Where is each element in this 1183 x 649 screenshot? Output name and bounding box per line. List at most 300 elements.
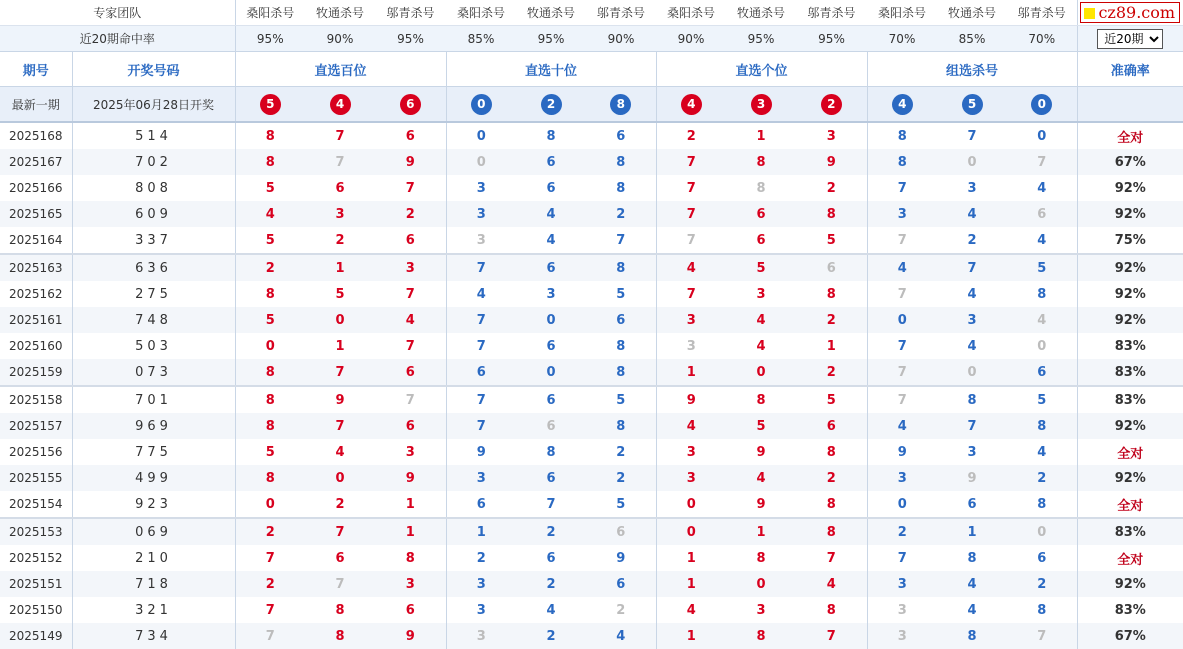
kill-number: 0 [446, 149, 516, 175]
issue-number: 2025149 [0, 623, 72, 649]
kill-number: 8 [967, 550, 977, 566]
kill-ball: 4 [681, 94, 702, 115]
kill-number: 9 [616, 550, 626, 566]
kill-number: 5 [335, 286, 345, 302]
kill-number: 8 [826, 444, 836, 460]
hit-rate: 85% [446, 26, 516, 52]
history-row [0, 518, 1183, 545]
kill-ball: 4 [892, 94, 913, 115]
kill-number: 3 [826, 128, 836, 144]
kill-ball: 5 [962, 94, 983, 115]
kill-number: 6 [375, 359, 446, 386]
kill-number: 7 [446, 413, 516, 439]
kill-number: 3 [867, 465, 937, 491]
kill-number: 2 [1007, 465, 1077, 491]
issue-number: 2025159 [0, 359, 72, 386]
kill-number: 3 [446, 597, 516, 623]
history-rows [0, 122, 1183, 649]
kill-number: 3 [937, 307, 1007, 333]
kill-number: 8 [826, 602, 836, 618]
kill-number: 6 [405, 232, 415, 248]
kill-number: 2 [586, 465, 656, 491]
kill-number: 6 [405, 128, 415, 144]
kill-number: 2 [867, 518, 937, 545]
hit-rate: 95% [235, 26, 305, 52]
kill-number: 7 [446, 333, 516, 359]
accuracy-value: 全对 [1077, 491, 1183, 518]
kill-number: 5 [1007, 386, 1077, 413]
kill-number: 6 [586, 571, 656, 597]
kill-number: 6 [516, 413, 586, 439]
kill-number: 3 [446, 201, 516, 227]
kill-number: 4 [1037, 444, 1047, 460]
hit-rate: 95% [796, 26, 867, 52]
accuracy-value: 83% [1077, 518, 1183, 545]
draw-number: 499 [72, 465, 235, 491]
issue-number: 2025153 [0, 518, 72, 545]
kill-number: 2 [375, 201, 446, 227]
accuracy-value: 67% [1077, 623, 1183, 649]
accuracy-value: 92% [1077, 254, 1183, 281]
kill-number: 4 [967, 286, 977, 302]
accuracy-value: 75% [1077, 227, 1183, 254]
hit-rate: 95% [726, 26, 796, 52]
kill-number: 8 [937, 623, 1007, 649]
group-header-tens: 直选十位 [446, 52, 656, 87]
history-row [0, 491, 1183, 518]
kill-number: 3 [375, 254, 446, 281]
history-row [0, 175, 1183, 201]
expert-name: 牧通杀号 [937, 0, 1007, 26]
kill-number: 5 [826, 232, 836, 248]
kill-number: 3 [656, 439, 726, 465]
logo-text: cz89.com [1098, 3, 1176, 22]
kill-number: 9 [446, 439, 516, 465]
kill-number: 4 [1007, 307, 1077, 333]
expert-name: 邬青杀号 [586, 0, 656, 26]
kill-number: 2 [796, 307, 867, 333]
kill-number: 4 [546, 602, 556, 618]
issue-number: 2025160 [9, 339, 63, 353]
kill-number: 7 [405, 286, 415, 302]
draw-number: 503 [72, 333, 235, 359]
kill-number: 0 [516, 307, 586, 333]
accuracy-value: 全对 [1077, 545, 1183, 571]
group-header-units: 直选个位 [656, 52, 867, 87]
history-row [0, 545, 1183, 571]
kill-number: 3 [656, 307, 726, 333]
period-select[interactable] [1097, 29, 1163, 49]
kill-number: 2 [616, 444, 626, 460]
kill-number: 3 [867, 623, 937, 649]
kill-number: 2 [826, 180, 836, 196]
kill-number: 2 [235, 254, 305, 281]
kill-number: 8 [796, 201, 867, 227]
expert-name: 牧通杀号 [305, 0, 375, 26]
kill-number: 6 [446, 359, 516, 386]
kill-number: 8 [726, 149, 796, 175]
draw-number: 718 [72, 571, 235, 597]
kill-number: 7 [967, 128, 977, 144]
accuracy-value: 83% [1077, 359, 1183, 386]
kill-number: 7 [656, 281, 726, 307]
hit-rate: 95% [375, 26, 446, 52]
accuracy-value: 全对 [1077, 439, 1183, 465]
kill-number: 0 [867, 491, 937, 518]
history-row [0, 254, 1183, 281]
draw-number: 702 [72, 149, 235, 175]
kill-number: 0 [305, 307, 375, 333]
accuracy-value: 92% [1077, 201, 1183, 227]
hit-rate: 90% [656, 26, 726, 52]
kill-number: 7 [937, 254, 1007, 281]
kill-number: 8 [586, 149, 656, 175]
accuracy-value: 92% [1077, 413, 1183, 439]
expert-name: 牧通杀号 [726, 0, 796, 26]
hit-rate: 90% [305, 26, 375, 52]
kill-number: 5 [726, 413, 796, 439]
history-row [0, 597, 1183, 623]
kill-number: 8 [726, 623, 796, 649]
kill-number: 8 [235, 465, 305, 491]
kill-number: 7 [375, 386, 446, 413]
group-header-hundreds: 直选百位 [235, 52, 446, 87]
kill-number: 6 [756, 232, 766, 248]
kill-ball: 2 [541, 94, 562, 115]
issue-number: 2025155 [0, 465, 72, 491]
draw-number: 748 [72, 307, 235, 333]
kill-number: 0 [235, 491, 305, 518]
expert-name: 邬青杀号 [796, 0, 867, 26]
kill-ball: 0 [1031, 94, 1052, 115]
kill-number: 6 [335, 550, 345, 566]
kill-number: 3 [867, 571, 937, 597]
kill-number: 0 [1007, 518, 1077, 545]
kill-number: 6 [796, 254, 867, 281]
kill-number: 2 [235, 518, 305, 545]
kill-number: 1 [375, 518, 446, 545]
kill-number: 8 [1007, 413, 1077, 439]
kill-number: 0 [305, 465, 375, 491]
kill-number: 7 [335, 128, 345, 144]
kill-number: 8 [826, 496, 836, 512]
kill-number: 9 [796, 149, 867, 175]
kill-number: 6 [586, 518, 656, 545]
history-row [0, 307, 1183, 333]
kill-number: 4 [967, 602, 977, 618]
issue-number: 2025151 [0, 571, 72, 597]
kill-number: 2 [235, 571, 305, 597]
kill-number: 0 [516, 359, 586, 386]
kill-number: 4 [967, 338, 977, 354]
history-row [0, 201, 1183, 227]
kill-number: 5 [235, 175, 305, 201]
kill-number: 7 [867, 386, 937, 413]
kill-number: 0 [867, 307, 937, 333]
issue-number: 2025163 [0, 254, 72, 281]
kill-number: 7 [826, 550, 836, 566]
kill-number: 1 [726, 518, 796, 545]
kill-number: 4 [235, 201, 305, 227]
history-row [0, 623, 1183, 649]
kill-number: 1 [446, 518, 516, 545]
kill-number: 4 [546, 232, 556, 248]
kill-number: 2 [796, 359, 867, 386]
issue-number: 2025168 [9, 129, 63, 143]
draw-number: 734 [72, 623, 235, 649]
kill-number: 3 [546, 286, 556, 302]
kill-number: 8 [405, 550, 415, 566]
kill-number: 4 [1037, 232, 1047, 248]
col-draw-header: 开奖号码 [72, 52, 235, 87]
kill-number: 9 [937, 465, 1007, 491]
kill-ball: 0 [471, 94, 492, 115]
kill-number: 6 [726, 201, 796, 227]
kill-number: 2 [967, 232, 977, 248]
issue-number: 2025158 [0, 386, 72, 413]
kill-ball: 8 [610, 94, 631, 115]
kill-number: 3 [446, 465, 516, 491]
kill-number: 2 [516, 623, 586, 649]
kill-number: 7 [446, 254, 516, 281]
kill-number: 6 [616, 128, 626, 144]
kill-number: 8 [756, 550, 766, 566]
kill-number: 3 [867, 597, 937, 623]
kill-number: 8 [235, 386, 305, 413]
kill-number: 6 [516, 465, 586, 491]
kill-number: 4 [937, 571, 1007, 597]
kill-number: 7 [656, 201, 726, 227]
kill-number: 8 [235, 149, 305, 175]
history-row [0, 386, 1183, 413]
site-logo[interactable] [1080, 2, 1180, 23]
period-select-cell [1077, 26, 1183, 52]
kill-number: 4 [796, 571, 867, 597]
latest-issue-row [0, 87, 1183, 123]
kill-number: 7 [656, 175, 726, 201]
kill-number: 7 [867, 333, 937, 359]
history-row [0, 333, 1183, 359]
accuracy-value: 全对 [1077, 122, 1183, 149]
accuracy-value: 67% [1077, 149, 1183, 175]
accuracy-value: 83% [1077, 386, 1183, 413]
kill-number: 4 [656, 413, 726, 439]
kill-number: 2 [616, 602, 626, 618]
kill-number: 8 [235, 413, 305, 439]
kill-number: 9 [756, 444, 766, 460]
kill-number: 8 [235, 281, 305, 307]
col-issue-header: 期号 [0, 52, 72, 87]
kill-number: 5 [616, 286, 626, 302]
kill-number: 6 [446, 491, 516, 518]
kill-number: 8 [586, 413, 656, 439]
draw-number: 969 [72, 413, 235, 439]
kill-number: 8 [335, 602, 345, 618]
kill-number: 6 [546, 180, 556, 196]
group-header-combo: 组选杀号 [867, 52, 1077, 87]
issue-number: 2025156 [9, 445, 63, 459]
hit-rate-row [0, 26, 1183, 52]
draw-number: 514 [72, 122, 235, 149]
kill-ball: 4 [330, 94, 351, 115]
kill-number: 3 [446, 175, 516, 201]
kill-number: 5 [235, 307, 305, 333]
hit-rate: 85% [937, 26, 1007, 52]
kill-number: 8 [726, 386, 796, 413]
accuracy-value: 92% [1077, 571, 1183, 597]
kill-number: 0 [1037, 338, 1047, 354]
kill-number: 8 [1037, 286, 1047, 302]
hit-rate: 70% [1007, 26, 1077, 52]
history-row [0, 413, 1183, 439]
kill-number: 7 [305, 359, 375, 386]
kill-number: 8 [937, 386, 1007, 413]
draw-number: 210 [72, 545, 235, 571]
accuracy-value: 92% [1077, 465, 1183, 491]
issue-number: 2025162 [9, 287, 63, 301]
kill-number: 8 [586, 254, 656, 281]
kill-number: 7 [1007, 623, 1077, 649]
kill-number: 1 [937, 518, 1007, 545]
latest-label: 最新一期 [0, 87, 72, 123]
kill-number: 1 [656, 623, 726, 649]
kill-number: 5 [726, 254, 796, 281]
kill-number: 5 [616, 496, 626, 512]
kill-number: 9 [867, 439, 937, 465]
logo-square-icon [1084, 8, 1095, 19]
kill-number: 8 [305, 623, 375, 649]
kill-number: 1 [826, 338, 836, 354]
kill-number: 8 [235, 122, 305, 149]
kill-ball: 2 [821, 94, 842, 115]
kill-number: 3 [375, 571, 446, 597]
hit-rate: 90% [586, 26, 656, 52]
kill-number: 0 [937, 359, 1007, 386]
kill-number: 2 [1007, 571, 1077, 597]
history-row [0, 359, 1183, 386]
issue-number: 2025167 [0, 149, 72, 175]
kill-number: 6 [516, 149, 586, 175]
hit-rate: 95% [516, 26, 586, 52]
kill-number: 4 [937, 201, 1007, 227]
kill-number: 6 [1007, 359, 1077, 386]
kill-number: 6 [516, 254, 586, 281]
kill-number: 9 [375, 465, 446, 491]
kill-ball: 3 [751, 94, 772, 115]
kill-number: 6 [375, 413, 446, 439]
kill-number: 6 [546, 338, 556, 354]
kill-number: 1 [656, 545, 726, 571]
issue-number: 2025157 [0, 413, 72, 439]
kill-number: 8 [1037, 496, 1047, 512]
kill-number: 8 [1037, 602, 1047, 618]
expert-name: 牧通杀号 [516, 0, 586, 26]
kill-number: 0 [446, 122, 516, 149]
history-row [0, 465, 1183, 491]
kill-number: 0 [235, 333, 305, 359]
kill-number: 1 [756, 128, 766, 144]
issue-number: 2025166 [9, 181, 63, 195]
kill-number: 4 [656, 254, 726, 281]
expert-team-label: 专家团队 [0, 0, 235, 26]
draw-number: 337 [72, 227, 235, 254]
kill-number: 8 [826, 286, 836, 302]
kill-number: 6 [1037, 550, 1047, 566]
kill-number: 7 [235, 623, 305, 649]
kill-number: 0 [1037, 128, 1047, 144]
kill-number: 3 [756, 602, 766, 618]
kill-number: 4 [516, 201, 586, 227]
kill-number: 4 [726, 465, 796, 491]
kill-number: 7 [546, 496, 556, 512]
kill-number: 4 [586, 623, 656, 649]
kill-number: 2 [796, 465, 867, 491]
kill-number: 4 [375, 307, 446, 333]
expert-name: 桑阳杀号 [867, 0, 937, 26]
kill-number: 5 [235, 227, 305, 254]
kill-number: 7 [405, 180, 415, 196]
draw-number: 073 [72, 359, 235, 386]
kill-number: 4 [867, 413, 937, 439]
kill-number: 3 [867, 201, 937, 227]
kill-number: 8 [235, 359, 305, 386]
kill-number: 5 [586, 386, 656, 413]
hit-rate-label: 近20期命中率 [0, 26, 235, 52]
kill-number: 7 [305, 518, 375, 545]
kill-number: 6 [335, 180, 345, 196]
kill-number: 4 [756, 338, 766, 354]
kill-number: 4 [446, 281, 516, 307]
kill-number: 7 [867, 227, 937, 254]
kill-number: 7 [937, 413, 1007, 439]
kill-number: 9 [756, 496, 766, 512]
kill-number: 7 [446, 307, 516, 333]
expert-name: 桑阳杀号 [446, 0, 516, 26]
history-row [0, 439, 1183, 465]
draw-number: 775 [72, 439, 235, 465]
kill-number: 5 [1007, 254, 1077, 281]
column-header-row [0, 52, 1183, 87]
kill-number: 1 [405, 496, 415, 512]
kill-number: 4 [867, 254, 937, 281]
kill-number: 1 [335, 338, 345, 354]
kill-number: 3 [305, 201, 375, 227]
kill-number: 4 [656, 597, 726, 623]
kill-number: 8 [616, 338, 626, 354]
expert-header-row [0, 0, 1183, 26]
issue-number: 2025165 [0, 201, 72, 227]
kill-number: 8 [546, 128, 556, 144]
kill-number: 5 [796, 386, 867, 413]
kill-number: 7 [1007, 149, 1077, 175]
draw-number: 923 [72, 491, 235, 518]
kill-number: 6 [796, 413, 867, 439]
accuracy-value: 92% [1077, 281, 1183, 307]
kill-number: 0 [937, 149, 1007, 175]
kill-number: 3 [405, 444, 415, 460]
kill-number: 2 [656, 122, 726, 149]
kill-number: 6 [586, 307, 656, 333]
kill-number: 1 [305, 254, 375, 281]
kill-number: 4 [335, 444, 345, 460]
kill-number: 2 [335, 496, 345, 512]
kill-number: 8 [796, 518, 867, 545]
kill-number: 7 [867, 175, 937, 201]
kill-number: 6 [546, 550, 556, 566]
history-row [0, 571, 1183, 597]
expert-name: 桑阳杀号 [656, 0, 726, 26]
col-accuracy-header: 准确率 [1077, 52, 1183, 87]
